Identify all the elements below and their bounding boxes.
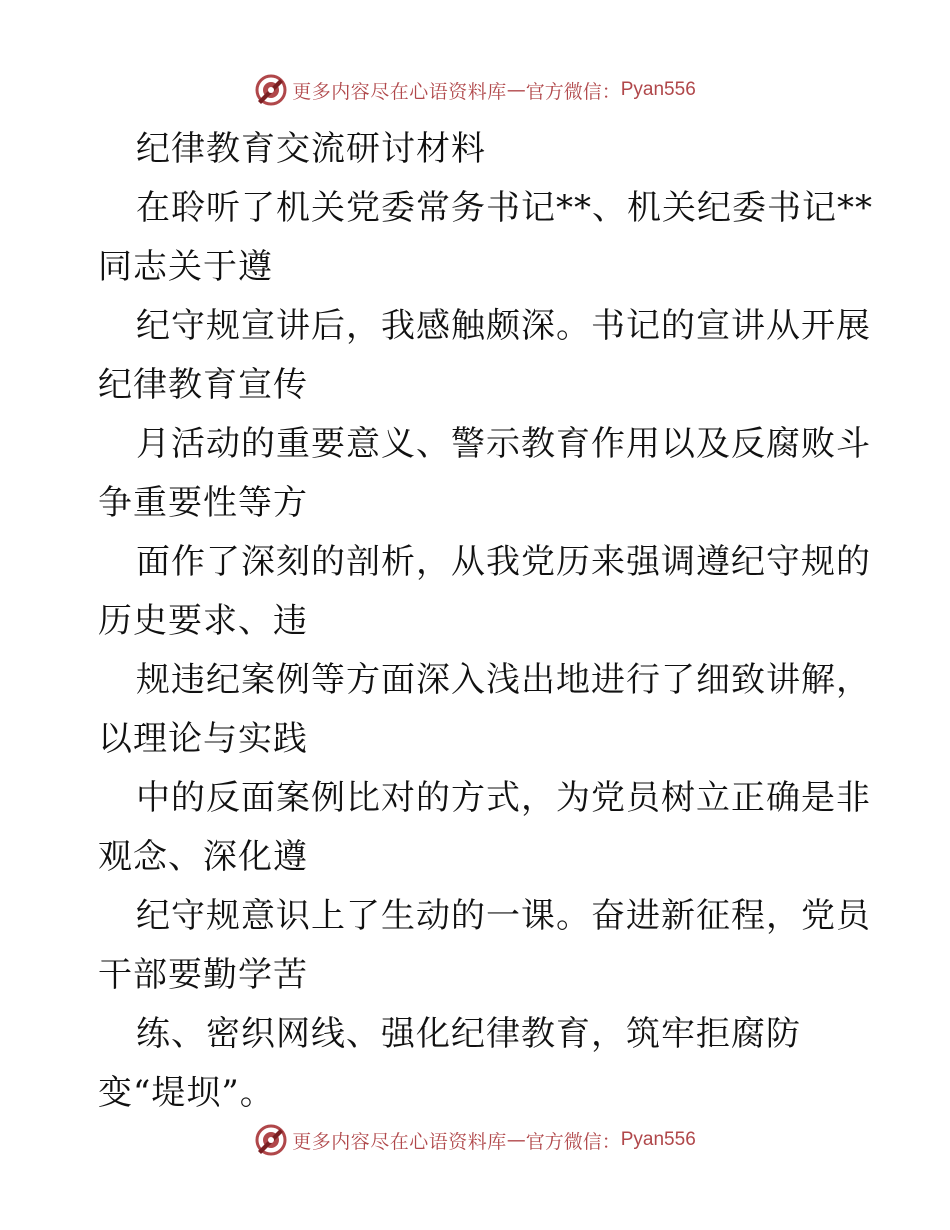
text-line: 争重要性等方 (98, 483, 308, 523)
text-line: 中的反面案例比对的方式，为党员树立正确是非 (136, 778, 871, 818)
footer-watermark (0, 1120, 950, 1160)
watermark-wechat-id: Pyan556 (620, 79, 696, 100)
document-body (98, 120, 873, 1123)
watermark-label: 官方微信： (525, 1130, 621, 1153)
text-line: 变“堤坝”。 (98, 1073, 275, 1113)
text-line: 同志关于遵 (98, 247, 273, 287)
text-line: 纪律教育宣传 (98, 365, 308, 405)
text-line: 观念、深化遵 (98, 837, 308, 877)
watermark-label: 官方微信： (525, 80, 621, 103)
text-line: 干部要勤学苦 (98, 955, 308, 995)
text-line: 月活动的重要意义、警示教育作用以及反腐败斗 (136, 424, 871, 464)
watermark-main-text: 更多内容尽在心语资料库 (292, 80, 507, 103)
text-line: 以理论与实践 (98, 719, 308, 759)
text-line: 面作了深刻的剖析，从我党历来强调遵纪守规的 (136, 542, 871, 582)
watermark-main-text: 更多内容尽在心语资料库 (292, 1130, 507, 1153)
text-line: 历史要求、违 (98, 601, 308, 641)
header-watermark (0, 70, 950, 110)
watermark-wechat-id: Pyan556 (620, 1129, 696, 1150)
pen-seal-logo-icon (254, 73, 288, 107)
text-line: 规违纪案例等方面深入浅出地进行了细致讲解， (136, 660, 871, 700)
text-line: 纪守规宣讲后，我感触颇深。书记的宣讲从开展 (136, 306, 871, 346)
watermark-dash: — (506, 1129, 526, 1151)
watermark-dash: — (506, 79, 526, 101)
text-line: 练、密织网线、强化纪律教育，筑牢拒腐防 (136, 1014, 801, 1054)
pen-seal-logo-icon (254, 1123, 288, 1157)
text-line: 纪守规意识上了生动的一课。奋进新征程，党员 (136, 896, 871, 936)
document-title: 纪律教育交流研讨材料 (136, 129, 486, 169)
text-line: 在聆听了机关党委常务书记**、机关纪委书记** (136, 188, 873, 228)
